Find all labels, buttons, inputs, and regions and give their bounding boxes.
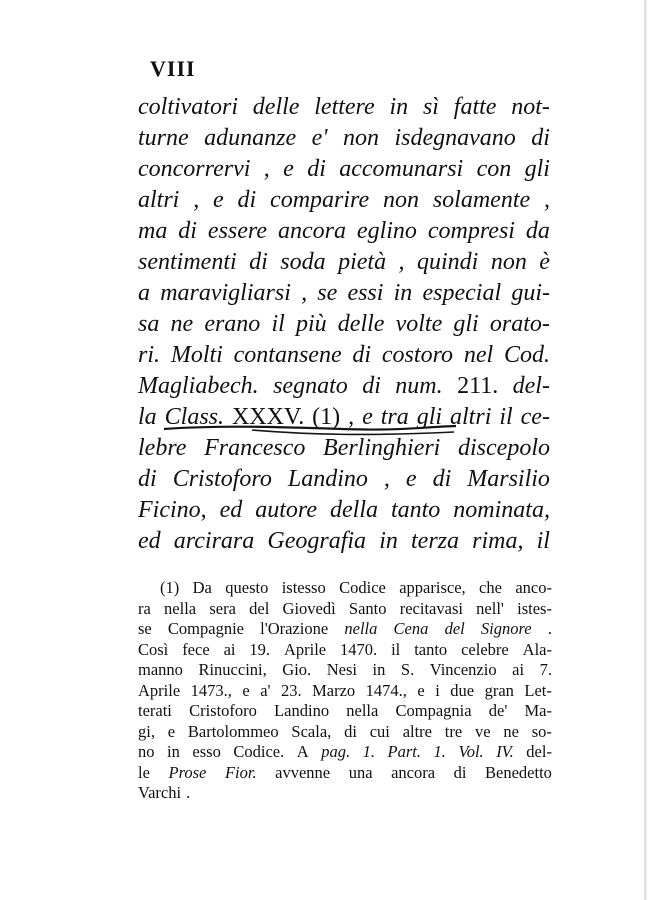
footnote-word: S.: [400, 660, 415, 679]
body-word: tanto: [390, 497, 441, 523]
footnote-word: le: [138, 762, 150, 782]
footnote-word: recitavasi: [399, 598, 463, 618]
body-word: lettere: [314, 94, 375, 120]
footnote-word: no: [138, 742, 155, 761]
body-word: Marsilio: [467, 466, 550, 492]
body-word: Class.: [164, 404, 224, 430]
body-word: è: [539, 249, 550, 275]
body-word: Ficino,: [138, 497, 207, 523]
footnote-line: [138, 722, 552, 743]
footnote-word: 1470.: [340, 639, 378, 659]
body-line: [138, 123, 550, 154]
body-word: sa: [138, 311, 160, 337]
body-word: gui-: [511, 280, 550, 306]
footnote-word: Nesi: [326, 660, 357, 679]
body-word: delle: [337, 311, 385, 337]
footnote-word: Let-: [524, 680, 552, 700]
footnote-line: [138, 783, 552, 804]
footnote-word: Varchi: [138, 783, 182, 802]
body-line: [138, 340, 550, 371]
footnote-word: i: [435, 680, 440, 700]
footnote-word: nella: [346, 701, 379, 720]
body-word: ,: [543, 187, 550, 213]
body-word: ,: [263, 156, 270, 182]
footnote-line: [138, 619, 552, 640]
body-line: [138, 464, 550, 495]
footnote-line: [138, 701, 552, 722]
body-word: concorrervi: [138, 156, 251, 182]
footnote-word: Marzo: [312, 680, 356, 700]
body-word: essi: [347, 280, 384, 306]
body-word: contansene: [233, 342, 342, 368]
body-word: ancora: [277, 218, 346, 244]
footnote-word: Vol.: [458, 742, 484, 761]
footnote-word: Così: [138, 639, 169, 659]
footnote-word: questo: [225, 578, 269, 597]
body-word: non: [382, 187, 419, 213]
body-word: Cristoforo: [172, 466, 272, 492]
body-word: delle: [252, 94, 300, 120]
body-word: della: [330, 497, 378, 523]
body-line: [138, 185, 550, 216]
footnote-word: Scala,: [291, 721, 332, 741]
footnote-line: [138, 599, 552, 620]
footnote-line: [138, 742, 552, 763]
footnote-word: Giovedì: [282, 598, 336, 618]
footnote-word: Aprile: [138, 680, 181, 700]
footnote-word: ra: [138, 598, 151, 618]
footnote-word: manno: [138, 660, 183, 679]
body-word: ,: [193, 187, 200, 213]
body-word: ed: [138, 528, 161, 554]
body-word: gli: [453, 311, 479, 337]
footnote-word: cui: [369, 721, 390, 741]
footnote-word: esso: [192, 742, 221, 761]
footnote-word: celebre: [461, 639, 509, 659]
footnote-word: due: [450, 680, 475, 700]
footnote-word: Landino: [274, 701, 330, 720]
footnote-word: .: [547, 619, 552, 638]
footnote-line: [138, 763, 552, 784]
body-word: especial: [422, 280, 502, 306]
footnote-word: Part.: [387, 742, 421, 761]
footnote-word: di: [453, 762, 467, 782]
body-line: [138, 154, 550, 185]
body-word: Magliabech.: [138, 373, 259, 399]
body-word: a: [138, 280, 150, 306]
body-word: di: [352, 342, 372, 368]
footnote-word: fece: [182, 639, 210, 659]
body-line: [138, 371, 550, 402]
footnote-word: Compagnie: [167, 619, 244, 638]
footnote-word: 1474.,: [365, 680, 407, 700]
body-line: [138, 526, 550, 557]
footnote-word: in: [372, 660, 386, 679]
footnote-word: altre: [402, 721, 432, 741]
body-word: ,: [383, 466, 390, 492]
body-word: costoro: [381, 342, 454, 368]
body-word: rima,: [472, 528, 524, 554]
body-word: in: [379, 528, 398, 554]
body-word: ne: [170, 311, 194, 337]
body-line: [138, 495, 550, 526]
body-word: Landino: [287, 466, 368, 492]
footnote-word: del: [444, 619, 465, 638]
body-word: isdegnavano: [394, 125, 516, 151]
footnote-word: 1.: [433, 742, 446, 761]
body-word: ma: [138, 218, 168, 244]
footnote-word: Benedetto: [485, 762, 552, 782]
footnote-word: Vincenzio: [429, 660, 497, 679]
body-text: [138, 92, 550, 557]
body-word: volte: [395, 311, 443, 337]
body-word: non: [490, 249, 527, 275]
footnote-word: gi,: [138, 721, 155, 741]
body-word: eglino: [356, 218, 417, 244]
footnote-word: Cena: [393, 619, 429, 638]
body-word: comparire: [270, 187, 370, 213]
page-number: VIII: [150, 56, 196, 81]
footnote-word: Ma-: [524, 701, 552, 720]
footnote-word: terati: [138, 701, 172, 720]
footnote-word: nell': [476, 598, 504, 618]
body-word: Berlinghieri: [323, 435, 441, 461]
body-word: Molti: [170, 342, 223, 368]
body-word: ce-: [520, 404, 550, 430]
footnote-word: l'Orazione: [260, 619, 329, 638]
body-word: di: [138, 466, 157, 492]
footnote-word: Codice.: [233, 742, 285, 761]
footnote-word: il: [391, 639, 401, 659]
body-word: num.: [395, 373, 443, 399]
body-line: [138, 309, 550, 340]
body-word: turne: [138, 125, 189, 151]
body-word: altri: [138, 187, 180, 213]
footnote-word: 19.: [249, 639, 271, 659]
body-word: nominata,: [453, 497, 550, 523]
footnote-word: Codice: [339, 578, 386, 597]
footnote-word: Compagnia: [395, 701, 472, 720]
body-word: sì: [422, 94, 439, 120]
footnote-word: Gio.: [282, 660, 312, 679]
footnote-word: ai: [223, 639, 236, 659]
footnote-word: di: [344, 721, 357, 741]
body-word: di: [249, 249, 268, 275]
body-word: di: [178, 218, 197, 244]
body-word: fatte: [453, 94, 497, 120]
footnote-word: Rinuccini,: [198, 660, 267, 679]
body-word: non: [342, 125, 379, 151]
footnote-line: [138, 640, 552, 661]
footnote-word: Ala-: [522, 639, 552, 659]
footnote-word: che: [479, 578, 502, 597]
body-word: coltivatori: [138, 94, 238, 120]
body-word: più: [295, 311, 327, 337]
body-word: di: [362, 373, 381, 399]
footnote-word: Da: [192, 578, 212, 597]
body-word: erano: [204, 311, 261, 337]
footnote-word: Cristoforo: [189, 701, 257, 720]
footnote-word: se: [138, 619, 152, 638]
footnote-word: apparisce,: [399, 578, 466, 597]
footnote-word: Bartolommeo: [187, 721, 279, 741]
body-word: quindi: [417, 249, 479, 275]
body-word: pietà: [338, 249, 387, 275]
body-word: Cod.: [503, 342, 550, 368]
footnote-word: A: [296, 742, 309, 761]
footnote-word: ancora: [391, 762, 436, 782]
body-word: sentimenti: [138, 249, 237, 275]
footnote-word: istesso: [281, 578, 326, 597]
footnote-word: ve: [475, 721, 491, 741]
body-word: tra: [380, 404, 409, 430]
footnote-word: pag.: [321, 742, 351, 761]
body-word: e: [213, 187, 224, 213]
body-word: di: [432, 466, 452, 492]
footnote-word: Signore: [480, 619, 532, 638]
body-word: e: [362, 404, 373, 430]
footnote-line: [138, 578, 552, 599]
body-word: XXXV.: [231, 404, 305, 430]
footnote-word: de': [488, 701, 508, 720]
body-word: Francesco: [204, 435, 306, 461]
footnote-word: e: [417, 680, 425, 700]
footnote-word: (1): [160, 578, 180, 597]
body-word: da: [525, 218, 550, 244]
body-word: segnato: [273, 373, 348, 399]
footnote-word: del: [249, 598, 270, 618]
body-word: essere: [207, 218, 268, 244]
footnote-line: [138, 681, 552, 702]
footnote-word: anco-: [515, 578, 552, 597]
body-word: soda: [280, 249, 326, 275]
body-word: di: [307, 156, 326, 182]
body-word: e: [405, 466, 417, 492]
body-word: ,: [348, 404, 355, 430]
footnote-word: Aprile: [283, 639, 327, 659]
footnote-word: ne: [503, 721, 519, 741]
body-word: in: [389, 94, 409, 120]
body-word: autore: [255, 497, 318, 523]
body-word: ri.: [138, 342, 161, 368]
body-word: lebre: [138, 435, 187, 461]
footnote-word: 1473.,: [190, 680, 232, 700]
body-word: nel: [463, 342, 494, 368]
footnote-word: una: [348, 762, 373, 782]
body-word: solamente: [432, 187, 531, 213]
footnote-word: gran: [484, 680, 514, 700]
footnote: [138, 578, 552, 804]
footnote-word: .: [186, 783, 191, 802]
body-word: e': [311, 125, 328, 151]
footnote-word: avvenne: [275, 762, 331, 782]
footnote-word: a': [260, 680, 271, 700]
footnote-word: e: [167, 721, 176, 741]
footnote-line: [138, 660, 552, 681]
body-word: adunanze: [204, 125, 297, 151]
body-word: ed: [219, 497, 243, 523]
footnote-word: Santo: [348, 598, 387, 618]
body-line: [138, 247, 550, 278]
footnote-word: tanto: [414, 639, 448, 659]
body-word: il: [499, 404, 513, 430]
body-word: maravigliarsi: [160, 280, 291, 306]
body-word: il: [536, 528, 550, 554]
footnote-word: Fior.: [224, 762, 257, 782]
page-edge-shadow: [644, 0, 647, 900]
body-line: [138, 92, 550, 123]
body-word: in: [393, 280, 413, 306]
footnote-word: Prose: [168, 762, 207, 782]
body-word: ,: [398, 249, 405, 275]
footnote-word: ai: [512, 660, 525, 679]
footnote-word: sera: [209, 598, 236, 618]
footnote-word: nella: [344, 619, 378, 638]
body-word: del-: [512, 373, 550, 399]
body-word: la: [138, 404, 157, 430]
body-line: [138, 216, 550, 247]
footnote-word: so-: [531, 721, 552, 741]
footnote-word: 23.: [280, 680, 302, 700]
body-word: Geografia: [267, 528, 367, 554]
body-word: e: [283, 156, 294, 182]
body-word: orato-: [489, 311, 550, 337]
body-word: discepolo: [458, 435, 550, 461]
body-word: not-: [511, 94, 550, 120]
footnote-word: IV.: [496, 742, 514, 761]
body-word: con: [476, 156, 512, 182]
body-word: compresi: [427, 218, 515, 244]
footnote-word: nella: [164, 598, 197, 618]
body-word: 211.: [457, 373, 499, 399]
footnote-word: e: [242, 680, 250, 700]
body-word: gli: [524, 156, 550, 182]
footnote-word: tre: [444, 721, 463, 741]
footnote-word: 1.: [362, 742, 375, 761]
footnote-word: del-: [526, 742, 552, 761]
body-line: [138, 278, 550, 309]
body-word: ,: [301, 280, 308, 306]
body-word: terza: [411, 528, 460, 554]
body-word: arcirara: [173, 528, 255, 554]
footnote-word: istes-: [517, 598, 552, 618]
pen-underline-mark: [162, 423, 458, 441]
footnote-word: 7.: [539, 660, 552, 679]
body-word: se: [317, 280, 338, 306]
body-word: (1): [312, 404, 341, 430]
body-word: il: [271, 311, 285, 337]
body-word: di: [237, 187, 257, 213]
footnote-word: in: [167, 742, 180, 761]
body-word: altri: [450, 404, 492, 430]
body-word: di: [531, 125, 550, 151]
body-word: gli: [416, 404, 443, 430]
body-word: accomunarsi: [339, 156, 464, 182]
